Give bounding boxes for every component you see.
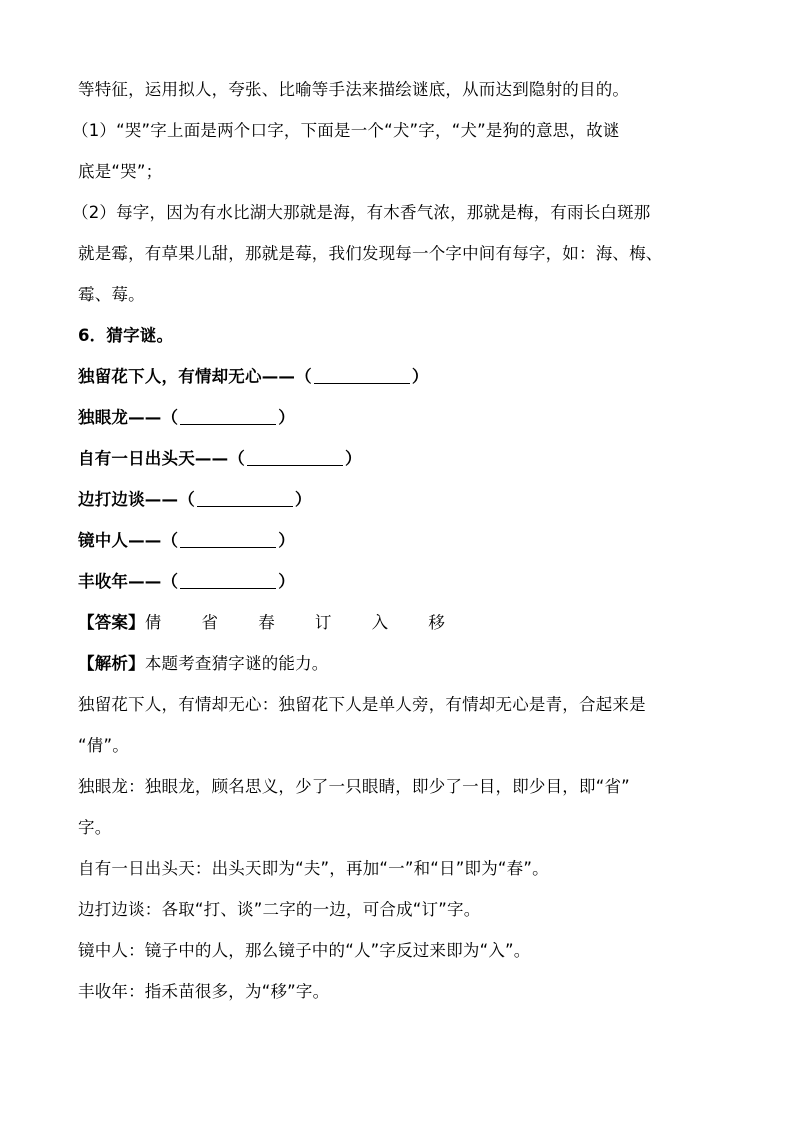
- answer-blank: [314, 367, 410, 384]
- analysis-text: 边打边谈：各取“打、谈”二字的一边，可合成“订”字。: [78, 900, 481, 919]
- answer-item: 省: [201, 613, 219, 632]
- riddle-text: 丰收年——（: [78, 572, 179, 591]
- answer-blank: [197, 490, 293, 507]
- answer-item: 订: [314, 613, 332, 632]
- answer-blank: [180, 408, 276, 425]
- riddle-close: ）: [294, 490, 312, 509]
- answer-item: 移: [428, 613, 446, 632]
- analysis-text: 独眼龙：独眼龙，顾名思义，少了一只眼睛，即少了一目，即少目，即“省”: [78, 777, 630, 796]
- riddle-line: [78, 449, 728, 469]
- analysis-text: 丰收年：指禾苗很多，为“移”字。: [78, 982, 330, 1001]
- analysis-text: 独留花下人，有情却无心：独留花下人是单人旁，有情却无心是青，合起来是: [78, 695, 646, 714]
- riddle-line: [78, 490, 728, 510]
- analysis-text: 自有一日出头天：出头天即为“夫”，再加“一”和“日”即为“春”。: [78, 859, 549, 878]
- intro-line: 等特征，运用拟人，夸张、比喻等手法来描绘谜底，从而达到隐射的目的。: [78, 80, 630, 99]
- document-page: [72, 80, 728, 1023]
- riddle-text: 边打边谈——（: [78, 490, 195, 509]
- riddle-close: ）: [278, 572, 295, 591]
- question-title: 6．猜字谜。: [78, 326, 174, 345]
- riddle-line: [78, 531, 728, 551]
- riddle-line: [78, 572, 728, 592]
- analysis-summary: 本题考查猜字谜的能力。: [144, 654, 329, 673]
- intro-item2-line3: 霉、莓。: [78, 285, 145, 304]
- riddle-close: ）: [278, 531, 295, 550]
- riddle-text: 独留花下人，有情却无心——（: [78, 367, 312, 386]
- analysis-text: 镜中人：镜子中的人，那么镜子中的“人”字反过来即为“入”。: [78, 941, 531, 960]
- riddle-text: 独眼龙——（: [78, 408, 179, 427]
- riddle-close: ）: [278, 408, 295, 427]
- analysis-text: “倩”。: [78, 736, 129, 755]
- answer-blank: [247, 449, 343, 466]
- riddle-text: 自有一日出头天——（: [78, 449, 245, 468]
- riddle-line: [78, 367, 728, 387]
- riddle-close: ）: [345, 449, 362, 468]
- intro-item1-line2: 底是“哭”；: [78, 162, 163, 181]
- answer-item: 倩: [144, 613, 162, 632]
- analysis-text: 字。: [78, 818, 112, 837]
- answer-label: 【答案】: [78, 613, 145, 632]
- intro-item2-line1: （2）每字，因为有水比湖大那就是海，有木香气浓，那就是梅，有雨长白斑那: [72, 203, 651, 222]
- intro-item1-line1: （1）“哭”字上面是两个口字，下面是一个“犬”字，“犬”是狗的意思，故谜: [72, 121, 620, 140]
- answer-line: [78, 613, 728, 633]
- riddle-close: ）: [411, 367, 429, 386]
- answer-item: 入: [371, 613, 389, 632]
- analysis-line: [78, 654, 728, 674]
- answer-item: 春: [258, 613, 275, 632]
- answer-blank: [180, 572, 276, 589]
- analysis-label: 【解析】: [78, 654, 145, 673]
- answer-blank: [180, 531, 276, 548]
- riddle-line: [78, 408, 728, 428]
- riddle-text: 镜中人——（: [78, 531, 179, 550]
- intro-item2-line2: 就是霉，有草果儿甜，那就是莓，我们发现每一个字中间有每字，如：海、梅、: [78, 244, 663, 263]
